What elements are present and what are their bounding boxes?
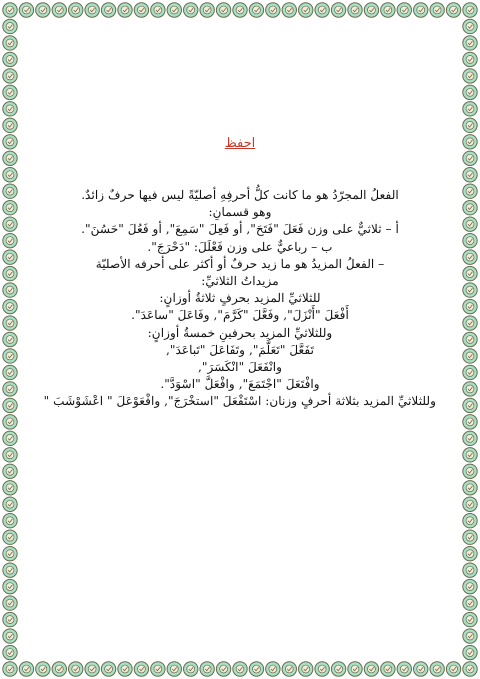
border-ring xyxy=(3,497,17,511)
text-line-4: ب – رباعيٌّ على وزن فَعْلَلَ: "دَحْرَجَ". xyxy=(147,239,333,254)
border-ring xyxy=(36,3,50,17)
border-ring xyxy=(414,662,428,676)
border-ring xyxy=(315,3,329,17)
border-ring xyxy=(19,662,33,676)
border-ring xyxy=(331,662,345,676)
border-ring xyxy=(52,3,66,17)
border-ring xyxy=(3,36,17,50)
border-ring xyxy=(299,662,313,676)
border-ring xyxy=(364,662,378,676)
border-ring xyxy=(397,662,411,676)
border-ring xyxy=(3,431,17,445)
border-ring xyxy=(3,464,17,478)
border-ring xyxy=(463,645,477,659)
border-ring xyxy=(134,662,148,676)
border-ring xyxy=(3,563,17,577)
border-ring xyxy=(331,3,345,17)
text-line-3: أ – ثلاثيٌّ على وزن فَعَلَ "فَتَحَ", أو فَعِلَ "سَمِعَ", أو فَعُلَ "حَسُنَ". xyxy=(81,222,399,237)
border-ring xyxy=(3,299,17,313)
border-ring xyxy=(463,217,477,231)
border-ring xyxy=(463,481,477,495)
border-ring xyxy=(3,349,17,363)
border-ring xyxy=(52,662,66,676)
border-ring xyxy=(184,3,198,17)
border-ring xyxy=(3,201,17,215)
border-ring xyxy=(463,52,477,66)
border-ring xyxy=(463,497,477,511)
border-ring xyxy=(19,3,33,17)
border-ring xyxy=(3,448,17,462)
border-ring xyxy=(463,250,477,264)
text-line-12: وافْتَعَلَ "اجْتَمَعَ", وافْعَلَّ "اسْوَدَّ". xyxy=(160,377,320,392)
border-ring xyxy=(463,118,477,132)
border-ring xyxy=(282,3,296,17)
border-ring xyxy=(101,662,115,676)
border-ring xyxy=(3,332,17,346)
border-ring xyxy=(36,662,50,676)
border-ring xyxy=(463,398,477,412)
border-ring xyxy=(463,36,477,50)
border-ring xyxy=(3,415,17,429)
border-ring xyxy=(463,579,477,593)
text-line-11: وانْفَعَلَ "انْكَسَرَ", xyxy=(197,360,282,375)
border-ring xyxy=(3,629,17,643)
border-ring xyxy=(3,69,17,83)
border-ring xyxy=(216,3,230,17)
text-line-2: وهو قسمانِ: xyxy=(208,205,272,220)
border-ring xyxy=(463,69,477,83)
border-ring xyxy=(463,563,477,577)
border-ring xyxy=(167,3,181,17)
border-ring xyxy=(3,382,17,396)
border-ring xyxy=(249,662,263,676)
border-ring xyxy=(85,3,99,17)
border-ring xyxy=(3,233,17,247)
border-ring xyxy=(463,662,477,676)
border-ring xyxy=(463,233,477,247)
text-line-10: تَفَعَّلَ "تَعَلَّمَ", وتَفَاعَلَ "تَباعَدَ", xyxy=(166,342,314,357)
border-ring xyxy=(463,283,477,297)
border-ring xyxy=(233,662,247,676)
border-ring xyxy=(463,514,477,528)
border-ring xyxy=(463,612,477,626)
text-line-8: أَفْعَلَ "أَنْزَلَ", وفَعَّلَ "كَرَّمَ", وفَاعَلَ "ساعَدَ". xyxy=(131,308,349,323)
border-ring xyxy=(463,151,477,165)
border-ring xyxy=(463,332,477,346)
border-ring xyxy=(3,102,17,116)
border-ring xyxy=(463,85,477,99)
border-ring xyxy=(3,283,17,297)
border-ring xyxy=(3,662,17,676)
border-ring xyxy=(348,3,362,17)
border-ring xyxy=(3,514,17,528)
border-ring xyxy=(3,85,17,99)
border-ring xyxy=(3,316,17,330)
border-ring xyxy=(446,3,460,17)
border-ring xyxy=(3,645,17,659)
border-ring xyxy=(282,662,296,676)
border-ring xyxy=(315,662,329,676)
text-line-5: – الفعلُ المزيدُ هو ما زيد حرفٌ أو أكثر على أحرفه الأصليّة xyxy=(95,256,385,271)
border-ring xyxy=(3,530,17,544)
border-ring xyxy=(3,3,17,17)
border-ring xyxy=(3,135,17,149)
border-ring xyxy=(299,3,313,17)
text-line-9: وللثلاثيِّ المزيد بحرفينِ خمسةُ أوزانٍ: xyxy=(147,325,333,340)
text-line-1: الفعلُ المجرّدُ هو ما كانت كلُّ أحرفِهِ أصليّةً ليس فيها حرفٌ زائدٌ. xyxy=(81,188,399,202)
border-ring xyxy=(3,579,17,593)
border-ring xyxy=(463,530,477,544)
border-ring xyxy=(266,3,280,17)
border-ring xyxy=(3,612,17,626)
border-ring xyxy=(3,365,17,379)
border-ring xyxy=(463,365,477,379)
border-ring xyxy=(463,168,477,182)
border-ring xyxy=(249,3,263,17)
border-ring xyxy=(266,662,280,676)
border-ring xyxy=(101,3,115,17)
border-ring xyxy=(463,299,477,313)
border-ring xyxy=(3,250,17,264)
text-line-7: للثلاثيِّ المزيد بحرفٍ ثلاثةُ أوزانٍ: xyxy=(159,291,321,306)
border-ring xyxy=(200,3,214,17)
border-ring xyxy=(3,398,17,412)
border-ring xyxy=(3,52,17,66)
border-ring xyxy=(463,415,477,429)
heading: احفظ xyxy=(224,136,256,151)
border-ring xyxy=(167,662,181,676)
border-ring xyxy=(85,662,99,676)
border-ring xyxy=(348,662,362,676)
border-ring xyxy=(3,19,17,33)
border-ring xyxy=(364,3,378,17)
border-ring xyxy=(463,431,477,445)
border-ring xyxy=(3,151,17,165)
border-ring xyxy=(3,217,17,231)
border-ring xyxy=(3,546,17,560)
border-ring xyxy=(463,546,477,560)
border-ring xyxy=(397,3,411,17)
border-ring xyxy=(463,596,477,610)
border-ring xyxy=(381,662,395,676)
border-ring xyxy=(463,629,477,643)
border-ring xyxy=(151,3,165,17)
border-ring xyxy=(414,3,428,17)
border-ring xyxy=(463,316,477,330)
border-ring xyxy=(118,662,132,676)
border-ring xyxy=(446,662,460,676)
border-ring xyxy=(3,118,17,132)
border-ring xyxy=(463,201,477,215)
text-line-6: مزيداتُ الثلاثيِّ: xyxy=(201,274,279,289)
border-ring xyxy=(216,662,230,676)
text-line-13: وللثلاثيِّ المزيد بثلاثة أحرفٍ وزنان: اسْتَفْعَلَ "استخْرَجَ", وافْعَوْعَلَ " اعْشَوْشَبَ " xyxy=(43,394,436,409)
border-ring xyxy=(69,662,83,676)
border-ring xyxy=(463,184,477,198)
border-ring xyxy=(69,3,83,17)
border-ring xyxy=(463,3,477,17)
border-ring xyxy=(3,596,17,610)
border-ring xyxy=(3,266,17,280)
border-ring xyxy=(463,266,477,280)
border-ring xyxy=(3,184,17,198)
border-ring xyxy=(184,662,198,676)
border-ring xyxy=(463,19,477,33)
border-ring xyxy=(463,448,477,462)
border-ring xyxy=(3,481,17,495)
border-ring xyxy=(381,3,395,17)
border-ring xyxy=(430,662,444,676)
border-ring xyxy=(151,662,165,676)
border-ring xyxy=(118,3,132,17)
border-ring xyxy=(134,3,148,17)
border-ring xyxy=(233,3,247,17)
border-ring xyxy=(463,349,477,363)
border-ring xyxy=(430,3,444,17)
border-ring xyxy=(200,662,214,676)
border-ring xyxy=(463,135,477,149)
border-ring xyxy=(463,382,477,396)
border-ring xyxy=(463,102,477,116)
document-body xyxy=(44,136,436,411)
border-ring xyxy=(3,168,17,182)
border-ring xyxy=(463,464,477,478)
